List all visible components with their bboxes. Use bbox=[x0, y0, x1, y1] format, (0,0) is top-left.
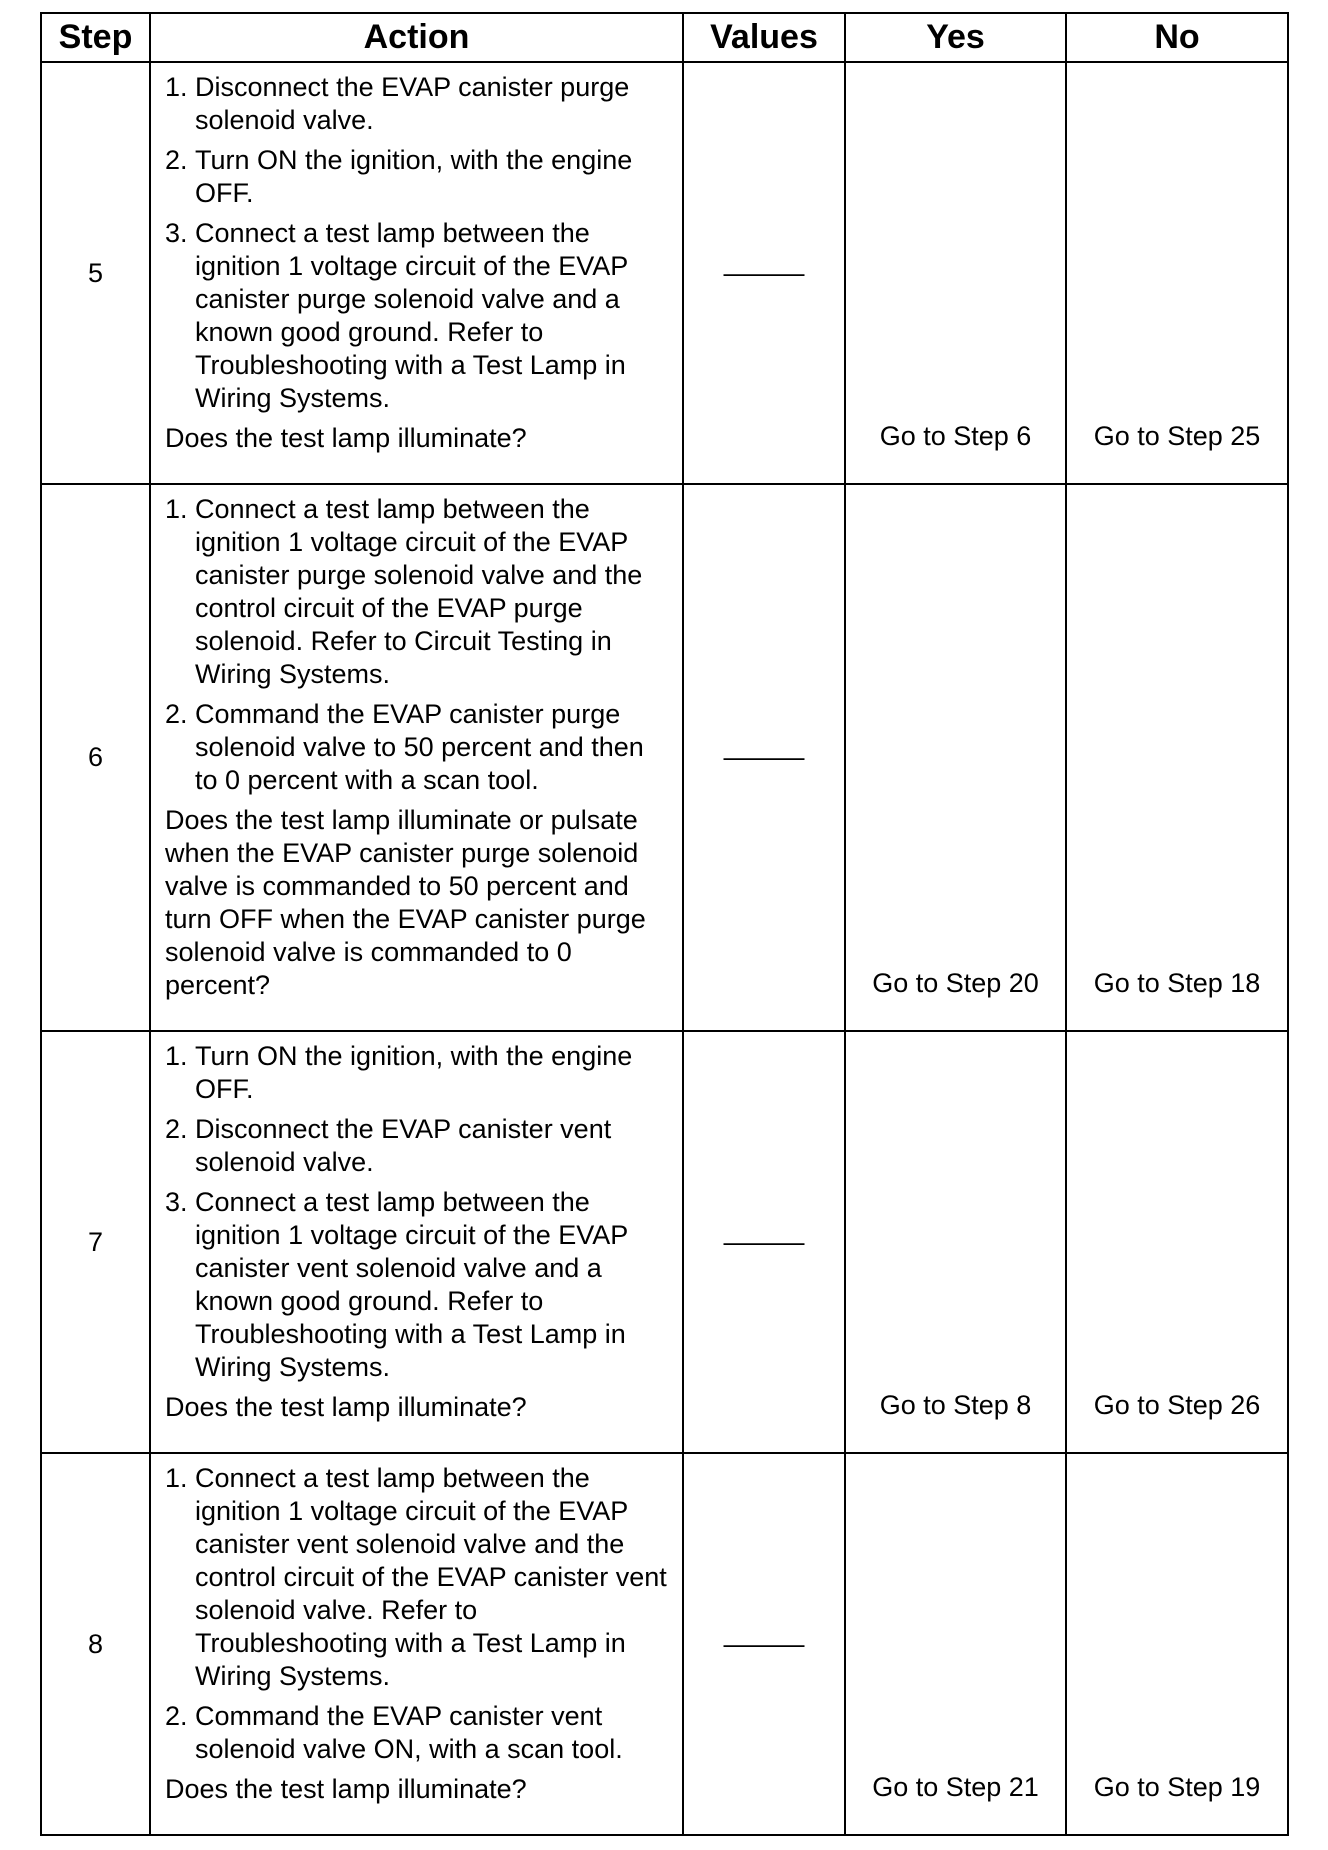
yes-cell: Go to Step 6 bbox=[845, 62, 1066, 484]
step-text: Disconnect the EVAP canister purge solenoid valve. bbox=[195, 72, 630, 135]
step-number: 7 bbox=[41, 1031, 150, 1453]
action-step bbox=[165, 698, 670, 797]
action-steps bbox=[165, 1040, 670, 1384]
action-step bbox=[165, 71, 670, 137]
step-text: Command the EVAP canister vent solenoid valve ON, with a scan tool. bbox=[195, 1701, 623, 1764]
step-index: 2. bbox=[165, 145, 188, 175]
step-index: 3. bbox=[165, 218, 188, 248]
no-cell: Go to Step 18 bbox=[1066, 484, 1288, 1031]
action-cell bbox=[150, 1031, 683, 1453]
step-number: 5 bbox=[41, 62, 150, 484]
step-index: 1. bbox=[165, 494, 188, 524]
header-row bbox=[41, 13, 1288, 62]
action-step bbox=[165, 217, 670, 415]
step-text: Turn ON the ignition, with the engine OFF. bbox=[195, 1041, 633, 1104]
yes-cell: Go to Step 20 bbox=[845, 484, 1066, 1031]
table-row bbox=[41, 62, 1288, 484]
step-number: 6 bbox=[41, 484, 150, 1031]
step-index: 1. bbox=[165, 1463, 188, 1493]
step-text: Turn ON the ignition, with the engine OFF. bbox=[195, 145, 633, 208]
action-steps bbox=[165, 1462, 670, 1766]
action-question: Does the test lamp illuminate or pulsate when the EVAP canister purge solenoid valve is commanded to 50 percent and turn OFF when the EVAP canister purge solenoid valve is commanded to 0 percent? bbox=[165, 805, 646, 1000]
step-number: 8 bbox=[41, 1453, 150, 1835]
no-cell: Go to Step 19 bbox=[1066, 1453, 1288, 1835]
values-cell: ——— bbox=[683, 484, 845, 1031]
step-text: Disconnect the EVAP canister vent solenoid valve. bbox=[195, 1114, 612, 1177]
yes-cell: Go to Step 8 bbox=[845, 1031, 1066, 1453]
diagnostic-table bbox=[40, 12, 1289, 1836]
header-action: Action bbox=[150, 13, 683, 62]
action-step bbox=[165, 1113, 670, 1179]
step-index: 1. bbox=[165, 72, 188, 102]
action-question: Does the test lamp illuminate? bbox=[165, 1774, 527, 1804]
step-text: Connect a test lamp between the ignition 1 voltage circuit of the EVAP canister vent solenoid valve and a known good ground. Refer to Troubleshooting with a Test Lamp in Wiring Systems. bbox=[195, 1187, 628, 1382]
step-text: Connect a test lamp between the ignition 1 voltage circuit of the EVAP canister purge solenoid valve and the control circuit of the EVAP purge solenoid. Refer to Circuit Testing in Wiring Systems. bbox=[195, 494, 643, 689]
table-row bbox=[41, 484, 1288, 1031]
yes-cell: Go to Step 21 bbox=[845, 1453, 1066, 1835]
step-index: 2. bbox=[165, 1114, 188, 1144]
action-question: Does the test lamp illuminate? bbox=[165, 423, 527, 453]
step-index: 2. bbox=[165, 699, 188, 729]
action-cell bbox=[150, 62, 683, 484]
step-index: 2. bbox=[165, 1701, 188, 1731]
action-step bbox=[165, 1462, 670, 1693]
step-index: 1. bbox=[165, 1041, 188, 1071]
table-row bbox=[41, 1031, 1288, 1453]
action-step bbox=[165, 1700, 670, 1766]
table-row bbox=[41, 1453, 1288, 1835]
header-step: Step bbox=[41, 13, 150, 62]
step-text: Connect a test lamp between the ignition 1 voltage circuit of the EVAP canister vent solenoid valve and the control circuit of the EVAP canister vent solenoid valve. Refer to Troubleshooting with a Test Lamp in Wiring Systems. bbox=[195, 1463, 667, 1691]
step-index: 3. bbox=[165, 1187, 188, 1217]
step-text: Connect a test lamp between the ignition 1 voltage circuit of the EVAP canister purge solenoid valve and a known good ground. Refer to Troubleshooting with a Test Lamp in Wiring Systems. bbox=[195, 218, 628, 413]
values-cell: ——— bbox=[683, 62, 845, 484]
header-yes: Yes bbox=[845, 13, 1066, 62]
action-question: Does the test lamp illuminate? bbox=[165, 1392, 527, 1422]
action-step bbox=[165, 1186, 670, 1384]
action-cell bbox=[150, 1453, 683, 1835]
action-step bbox=[165, 493, 670, 691]
action-step bbox=[165, 1040, 670, 1106]
header-no: No bbox=[1066, 13, 1288, 62]
no-cell: Go to Step 26 bbox=[1066, 1031, 1288, 1453]
action-steps bbox=[165, 493, 670, 797]
header-values: Values bbox=[683, 13, 845, 62]
action-step bbox=[165, 144, 670, 210]
values-cell: ——— bbox=[683, 1031, 845, 1453]
action-steps bbox=[165, 71, 670, 415]
action-cell bbox=[150, 484, 683, 1031]
step-text: Command the EVAP canister purge solenoid valve to 50 percent and then to 0 percent with a scan tool. bbox=[195, 699, 644, 795]
values-cell: ——— bbox=[683, 1453, 845, 1835]
no-cell: Go to Step 25 bbox=[1066, 62, 1288, 484]
